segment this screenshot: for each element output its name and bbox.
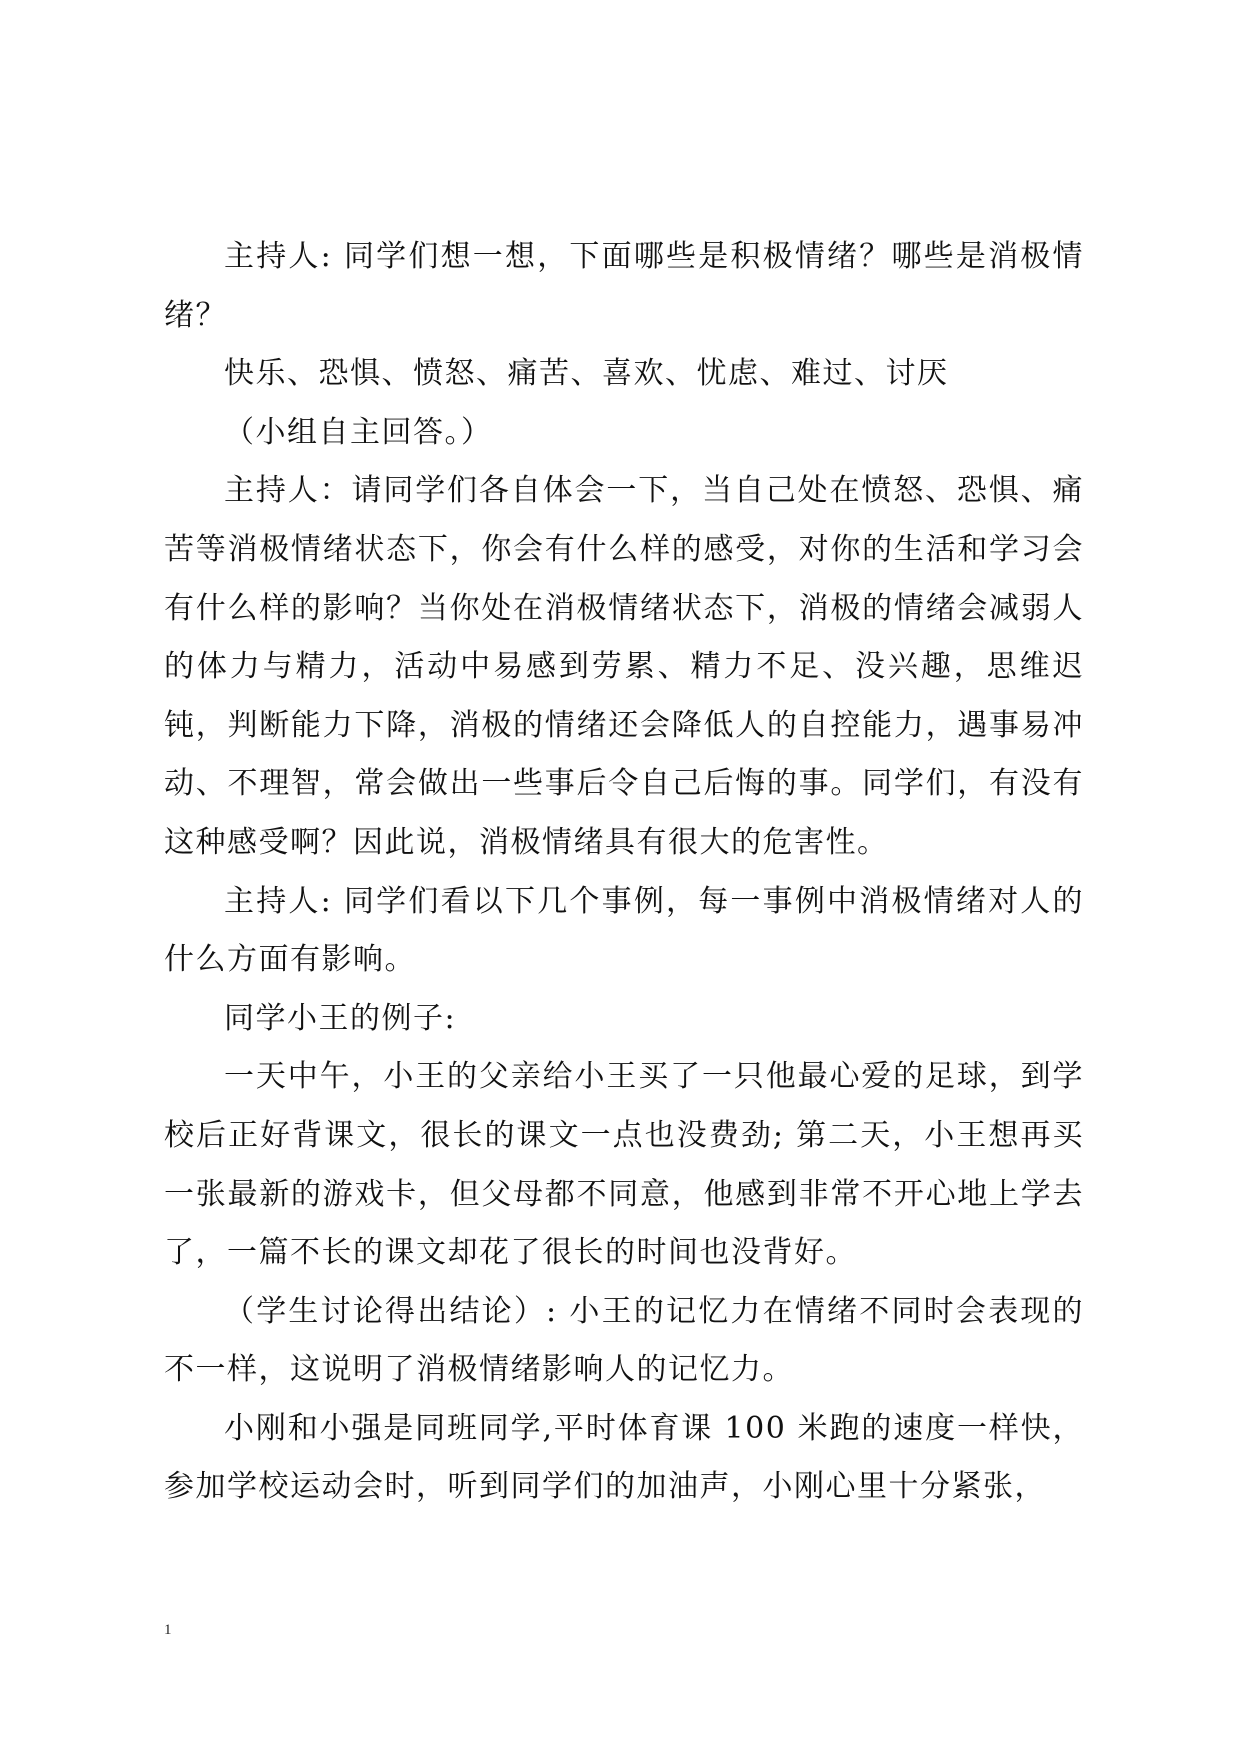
document-body xyxy=(164,228,1084,1517)
page-number: 1 xyxy=(164,1622,172,1638)
paragraph-host-negative-emotions: 主持人：请同学们各自体会一下，当自己处在愤怒、恐惧、痛苦等消极情绪状态下，你会有什么样的感受，对你的生活和学习会有什么样的影响？当你处在消极情绪状态下，消极的情绪会减弱人的体力与精力，活动中易感到劳累、精力不足、没兴趣，思维迟钝，判断能力下降，消极的情绪还会降低人的自控能力，遇事易冲动、不理智，常会做出一些事后令自己后悔的事。同学们，有没有这种感受啊？因此说，消极情绪具有很大的危害性。 xyxy=(164,473,1084,860)
paragraph-xiaowang-story: 一天中午，小王的父亲给小王买了一只他最心爱的足球，到学校后正好背课文，很长的课文一点也没费劲; 第二天，小王想再买一张最新的游戏卡，但父母都不同意，他感到非常不开心地上学去了，一篇不长的课文却花了很长的时间也没背好。 xyxy=(164,1059,1084,1271)
paragraph-xiaogang-story: 小刚和小强是同班同学,平时体育课 100 米跑的速度一样快，参加学校运动会时，听到同学们的加油声，小刚心里十分紧张， xyxy=(164,1410,1084,1505)
paragraph-host-examples: 主持人: 同学们看以下几个事例，每一事例中消极情绪对人的什么方面有影响。 xyxy=(164,883,1084,978)
paragraph-emotion-list: 快乐、恐惧、愤怒、痛苦、喜欢、忧虑、难过、讨厌 xyxy=(224,356,949,392)
paragraph-xiaowang-title: 同学小王的例子: xyxy=(224,1000,457,1036)
paragraph-discussion-conclusion: （学生讨论得出结论）: 小王的记忆力在情绪不同时会表现的不一样，这说明了消极情绪影响人的记忆力。 xyxy=(164,1293,1084,1388)
paragraph-host-question: 主持人: 同学们想一想，下面哪些是积极情绪？哪些是消极情绪？ xyxy=(164,239,1084,333)
paragraph-group-answer: （小组自主回答。） xyxy=(224,414,493,450)
